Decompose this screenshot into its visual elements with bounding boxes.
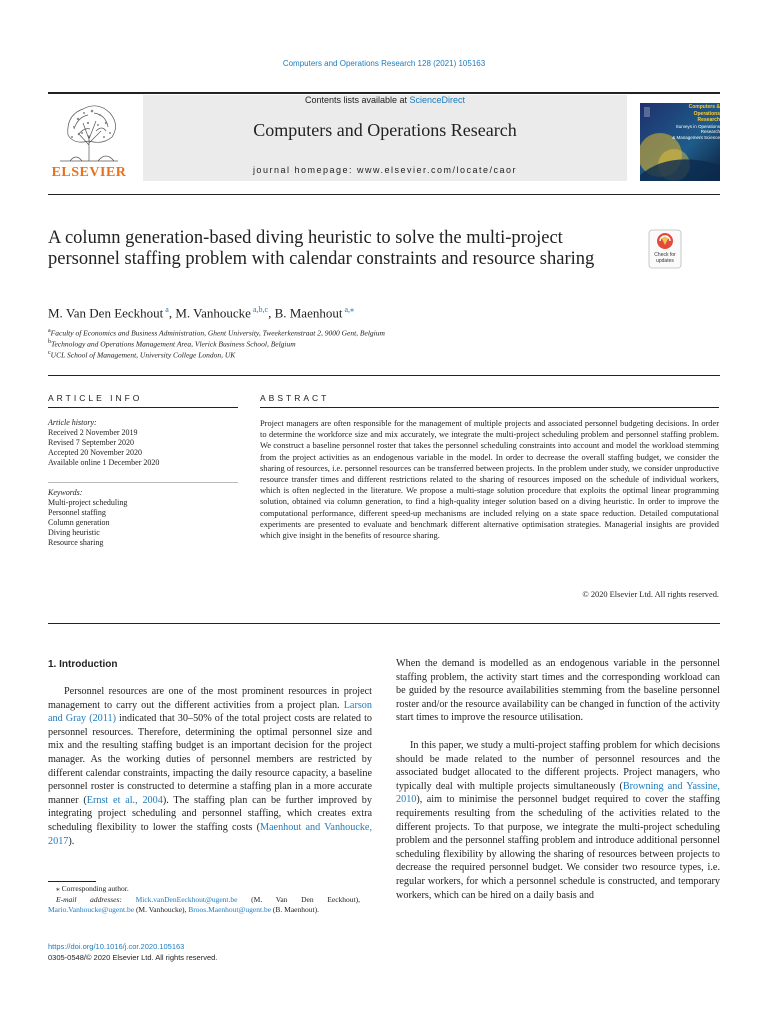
author-affiliation-marker[interactable]: a,⁎ bbox=[344, 305, 355, 314]
publisher-name: ELSEVIER bbox=[51, 165, 127, 180]
email-label: E-mail addresses: bbox=[56, 894, 136, 904]
email-owner: (M. Vanhoucke), bbox=[134, 905, 189, 914]
keywords bbox=[48, 488, 238, 548]
section-heading-introduction: 1. Introduction bbox=[48, 659, 118, 670]
paragraph-text: ), aim to minimise the personnel budget required to cover the staffing requirements resulting from the scheduling of the activities related to the different projects. To that purpose, we integrate the multi-project scheduling problem and the personnel staffing problem and introduce additional personnel scheduling flexibility by allowing the sharing of resources between projects to decrease the required personnel budget. We consider two resource types, i.e. regular workers, for which a personnel schedule is constructed, and temporary workers, which can be hired on a daily basis and bbox=[396, 794, 720, 901]
citation-link[interactable]: Browning and Yassine, 2010 bbox=[396, 780, 720, 806]
footnote-rule bbox=[48, 881, 96, 882]
abstract-text: Project managers are often responsible for the management of multiple projects and associated personnel budgeting decisions. In order to determine the workforce size and mix accurately, we integrate the multi-project scheduling problem and personnel staffing problem. We construct a baseline personnel roster that takes the personnel scheduling constraints into account and model the workload stemming from the project activities as an endogenous variable in the model. In order to decrease the overall staffing budget, we consider the sharing of resources, i.e. personnel resources can be transferred between projects. In the problem under study, we consider unproductive resource transfer times and different restrictions related to the sharing of resources imposed on the schedule of individual workers, which is often neglected in the literature. We propose a multi-stage solution procedure that exploits the optimal linear programming solution, obtained via column generation, to find a high-quality integer solution based on a diving heuristic. In order to improve the computational performance, different speed-up mechanisms are included relying on a state space reduction. Detailed computational experiments are presented to evaluate and benchmark different alternative optimisation strategies. Managerial insights are provided which give insight in the benefits of resource sharing. bbox=[260, 419, 719, 541]
affiliation bbox=[48, 350, 648, 360]
cover-title-line2: Operations Research bbox=[693, 110, 720, 123]
email-owner: (M. Van Den Eeckhout), bbox=[237, 894, 360, 904]
history-label: Article history: bbox=[48, 418, 97, 427]
keyword: Column generation bbox=[48, 518, 110, 527]
keywords-label: Keywords: bbox=[48, 488, 83, 497]
history-item: Accepted 20 November 2020 bbox=[48, 448, 142, 457]
history-item: Available online 1 December 2020 bbox=[48, 458, 160, 467]
cover-subtitle-line2: & Management Science bbox=[672, 134, 720, 140]
footnotes bbox=[48, 884, 360, 916]
affiliation-text: Technology and Operations Management Area, Vlerick Business School, Belgium bbox=[51, 339, 296, 349]
paragraph-text: When the demand is modelled as an endogenous variable in the personnel staffing problem, the activity start times and the corresponding workload can be guided by the resource availabilities stemming from the baseline personnel roster and/or the resource availability can be changed in function of the activity start times to improve the resource utilisation. bbox=[396, 658, 720, 724]
masthead-top-rule bbox=[48, 92, 720, 94]
corresponding-author-note: ⁎ Corresponding author. bbox=[56, 884, 129, 893]
affiliation-marker: b bbox=[48, 339, 51, 345]
info-divider bbox=[48, 482, 238, 483]
paragraph-text: ). bbox=[68, 835, 75, 847]
history-item: Revised 7 September 2020 bbox=[48, 438, 134, 447]
author-name[interactable]: M. Van Den Eeckhout bbox=[48, 305, 164, 321]
article-info-rule bbox=[48, 407, 238, 408]
email-owner: (B. Maenhout). bbox=[271, 905, 319, 914]
doi-block bbox=[48, 942, 217, 963]
keyword: Multi-project scheduling bbox=[48, 498, 128, 507]
contents-available bbox=[143, 95, 627, 105]
author-affiliation-marker[interactable]: a bbox=[165, 305, 169, 314]
citation-link[interactable]: Maenhout and Vanhoucke, 2017 bbox=[48, 821, 373, 847]
abstract-heading: ABSTRACT bbox=[260, 393, 330, 403]
paragraph-text: indicated that 30–50% of the total project costs are related to personnel resources. Therefore, determining the optimal personnel size and mix and the resulting staffing budget is an important decision for the project manager. As the working duties of personnel members are restricted by different calendar constraints, impacting the daily resource capacity, a baseline personnel roster is constructed to determine a staffing plan in a more accurate manner ( bbox=[48, 713, 372, 806]
affiliation bbox=[48, 339, 648, 349]
keyword: Personnel staffing bbox=[48, 508, 106, 517]
journal-title: Computers and Operations Research bbox=[253, 120, 517, 140]
article-info-heading: ARTICLE INFO bbox=[48, 393, 143, 403]
author-name[interactable]: M. Vanhoucke bbox=[175, 305, 251, 321]
author-name[interactable]: B. Maenhout bbox=[274, 305, 343, 321]
article-history bbox=[48, 418, 238, 468]
keyword: Diving heuristic bbox=[48, 528, 100, 537]
cover-text bbox=[672, 104, 720, 140]
paragraph-text: ). The staffing plan can be further improved by integrating project scheduling and personnel staffing, which creates extra scheduling flexibility to lower the staffing costs ( bbox=[48, 794, 372, 833]
citation-link[interactable]: Ernst et al., 2004 bbox=[86, 794, 163, 806]
doi-link[interactable]: https://doi.org/10.1016/j.cor.2020.105163 bbox=[48, 942, 185, 951]
affiliation-text: Faculty of Economics and Business Administration, Ghent University, Tweekerkenstraat 2, 9000 Gent, Belgium bbox=[50, 328, 385, 338]
contents-prefix: Contents lists available at bbox=[304, 95, 410, 105]
intro-paragraph bbox=[396, 657, 720, 725]
check-for-updates-label: Check for updates bbox=[654, 252, 676, 264]
article-title: A column generation-based diving heuristic to solve the multi-project personnel staffing problem with calendar constraints and resource sharing bbox=[48, 228, 595, 269]
cover-title-line1: Computers & bbox=[688, 104, 720, 110]
history-item: Received 2 November 2019 bbox=[48, 428, 138, 437]
abstract-rule bbox=[260, 407, 719, 408]
paragraph-text: In this paper, we study a multi-project staffing problem for which decisions should be made related to the number of personnel resources and the associated budget allocated to the different projects. Project managers, who typically deal with multiple projects simultaneously ( bbox=[396, 740, 720, 792]
journal-homepage-link[interactable]: journal homepage: www.elsevier.com/locate/caor bbox=[252, 165, 518, 175]
abstract-copyright: © 2020 Elsevier Ltd. All rights reserved. bbox=[582, 590, 719, 599]
keyword: Resource sharing bbox=[48, 538, 104, 547]
issn-copyright: 0305-0548/© 2020 Elsevier Ltd. All rights reserved. bbox=[48, 952, 218, 962]
paragraph-text: Personnel resources are one of the most prominent resources in project management to carry out the different activities from a project plan. bbox=[48, 686, 372, 711]
sciencedirect-link[interactable]: ScienceDirect bbox=[409, 95, 466, 105]
intro-paragraph bbox=[396, 739, 720, 902]
email-link[interactable]: Mario.Vanhoucke@ugent.be bbox=[48, 905, 135, 914]
email-link[interactable]: Broos.Maenhout@ugent.be bbox=[188, 905, 272, 914]
affiliation bbox=[48, 328, 648, 338]
abstract-bottom-rule bbox=[48, 623, 720, 624]
section-rule bbox=[48, 375, 720, 376]
author-list: M. Van Den Eeckhout $^a$, M. Vanhoucke $^{a,b,c}$, B. Maenhout $^{a,⁎}$ bbox=[48, 305, 355, 321]
affiliation-marker: c bbox=[48, 350, 51, 356]
citation-link[interactable]: Larson and Gray (2011) bbox=[48, 699, 372, 725]
affiliation-text: UCL School of Management, University College London, UK bbox=[50, 350, 236, 360]
email-link[interactable]: Mick.vanDenEeckhout@ugent.be bbox=[135, 894, 238, 904]
intro-paragraph bbox=[48, 685, 372, 848]
cover-subtitle-line1: Surveys in Operations Research bbox=[675, 123, 720, 134]
journal-reference-link[interactable]: Computers and Operations Research 128 (2021) 105163 bbox=[282, 59, 486, 68]
email-addresses bbox=[48, 895, 360, 916]
author-affiliation-marker[interactable]: a,b,c bbox=[252, 305, 269, 314]
header-bottom-rule bbox=[48, 194, 720, 195]
affiliation-marker: a bbox=[48, 328, 51, 334]
